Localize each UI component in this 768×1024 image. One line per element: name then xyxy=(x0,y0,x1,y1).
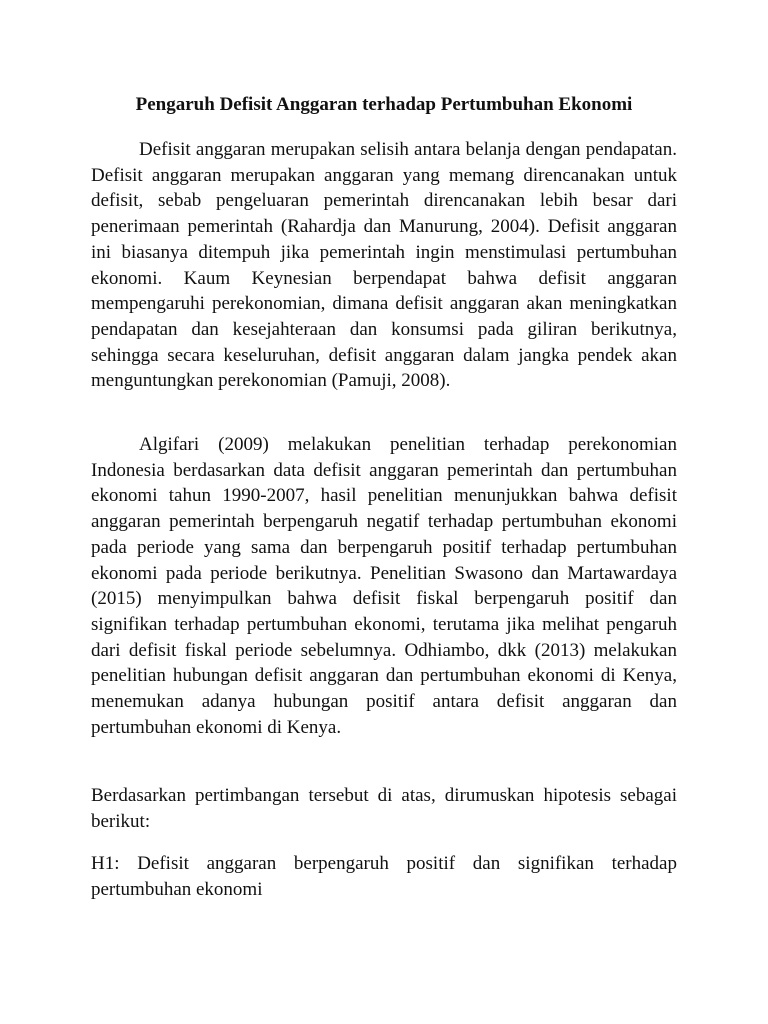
document-title: Pengaruh Defisit Anggaran terhadap Pertumbuhan Ekonomi xyxy=(135,94,633,115)
paragraph-previous-research: Algifari (2009) melakukan penelitian terhadap perekonomian Indonesia berdasarkan data defisit anggaran pemerintah dan pertumbuhan ekonomi tahun 1990-2007, hasil penelitian menunjukkan bahwa defisit anggaran pemerintah berpengaruh negatif terhadap pertumbuhan ekonomi pada periode yang sama dan berpengaruh positif terhadap pertumbuhan ekonomi pada periode berikutnya. Penelitian Swasono dan Martawardaya (2015) menyimpulkan bahwa defisit fiskal berpengaruh positif dan signifikan terhadap pertumbuhan ekonomi, terutama jika melihat pengaruh dari defisit fiskal periode sebelumnya. Odhiambo, dkk (2013) melakukan penelitian hubungan defisit anggaran dan pertumbuhan ekonomi di Kenya, menemukan adanya hubungan positif antara defisit anggaran dan pertumbuhan ekonomi di Kenya. xyxy=(91,434,677,738)
paragraph-hypothesis-intro: Berdasarkan pertimbangan tersebut di atas, dirumuskan hipotesis sebagai berikut: xyxy=(91,785,677,832)
paragraph-defisit-definition: Defisit anggaran merupakan selisih antara belanja dengan pendapatan. Defisit anggaran merupakan anggaran yang memang direncanakan untuk defisit, sebab pengeluaran pemerintah direncanakan lebih besar dari penerimaan pemerintah (Rahardja dan Manurung, 2004). Defisit anggaran ini biasanya ditempuh jika pemerintah ingin menstimulasi pertumbuhan ekonomi. Kaum Keynesian berpendapat bahwa defisit anggaran mempengaruhi perekonomian, dimana defisit anggaran akan meningkatkan pendapatan dan kesejahteraan dan konsumsi pada giliran berikutnya, sehingga secara keseluruhan, defisit anggaran dalam jangka pendek akan menguntungkan perekonomian (Pamuji, 2008). xyxy=(91,139,677,392)
paragraph-hypothesis-h1: H1: Defisit anggaran berpengaruh positif dan signifikan terhadap pertumbuhan ekonomi xyxy=(91,853,677,900)
